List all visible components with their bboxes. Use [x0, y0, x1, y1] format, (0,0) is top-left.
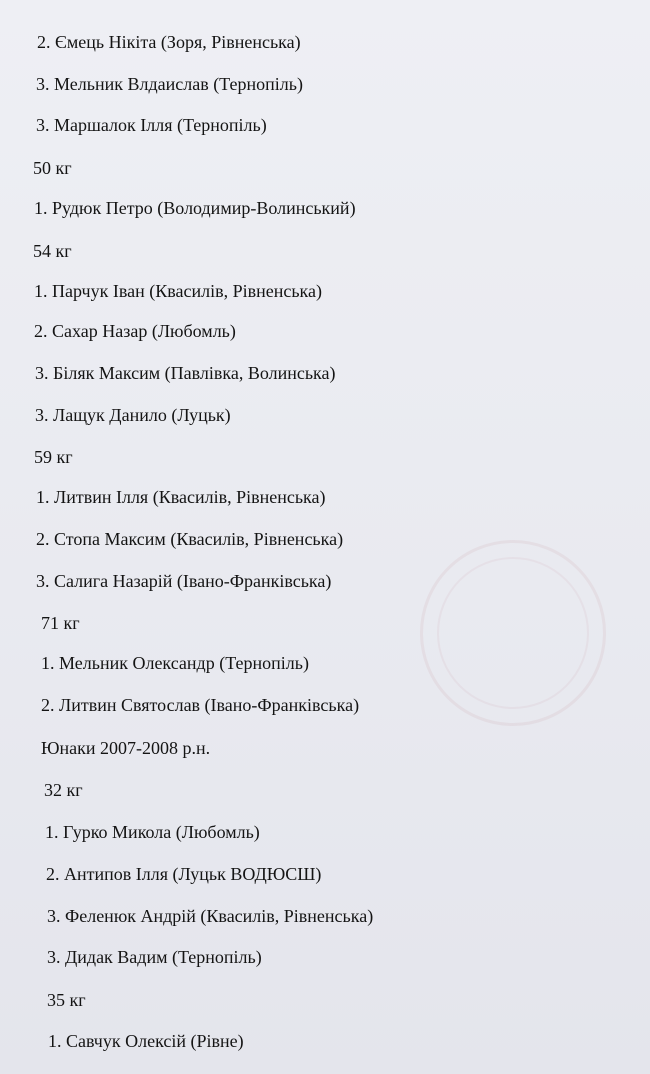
weight-category-heading: 71 кг: [41, 613, 80, 633]
list-line: 1. Мельник Олександр (Тернопіль): [41, 653, 309, 673]
faint-stamp-bleed: [420, 540, 606, 726]
weight-category-heading: 59 кг: [34, 447, 73, 467]
list-line: 3. Мельник Влдаислав (Тернопіль): [36, 74, 303, 94]
list-line: 1. Парчук Іван (Квасилів, Рівненська): [34, 281, 322, 301]
weight-category-heading: 32 кг: [44, 780, 83, 800]
list-line: 3. Біляк Максим (Павлівка, Волинська): [35, 363, 336, 383]
list-line: 1. Савчук Олексій (Рівне): [48, 1031, 244, 1051]
weight-category-heading: 35 кг: [47, 990, 86, 1010]
list-line: 3. Салига Назарій (Івано-Франківська): [36, 571, 332, 591]
list-line: 1. Рудюк Петро (Володимир-Волинський): [34, 198, 356, 218]
list-line: 2. Стопа Максим (Квасилів, Рівненська): [36, 529, 344, 549]
list-line: 2. Антипов Ілля (Луцьк ВОДЮСШ): [46, 864, 322, 884]
weight-category-heading: 50 кг: [33, 158, 72, 178]
list-line: 1. Гурко Микола (Любомль): [45, 822, 260, 842]
list-line: 3. Дидак Вадим (Тернопіль): [47, 947, 262, 967]
list-line: 3. Маршалок Ілля (Тернопіль): [36, 115, 267, 135]
list-line: 1. Литвин Ілля (Квасилів, Рівненська): [36, 487, 326, 507]
list-line: 2. Ємець Нікіта (Зоря, Рівненська): [37, 32, 301, 52]
age-group-heading: Юнаки 2007-2008 р.н.: [41, 738, 211, 758]
list-line: 3. Лащук Данило (Луцьк): [35, 405, 231, 425]
weight-category-heading: 54 кг: [33, 241, 72, 261]
list-line: 2. Сахар Назар (Любомль): [34, 321, 236, 341]
list-line: 3. Феленюк Андрій (Квасилів, Рівненська): [47, 906, 374, 926]
list-line: 2. Литвин Святослав (Івано-Франківська): [41, 695, 360, 715]
